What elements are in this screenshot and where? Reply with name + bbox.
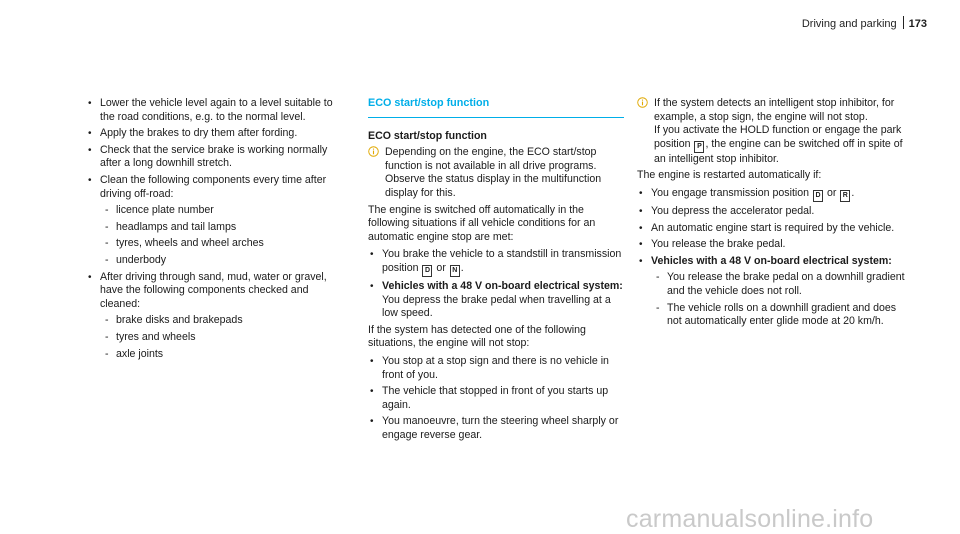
note bbox=[637, 97, 909, 166]
sub-list-item: - underbody bbox=[100, 254, 350, 268]
page-header bbox=[802, 16, 927, 30]
note-text: , the engine can be switched off in spite of an intelligent stop inhibitor. bbox=[654, 137, 903, 165]
list-item-text: After driving through sand, mud, water or gravel, have the following components checked and cleaned: bbox=[100, 270, 327, 310]
info-icon bbox=[368, 146, 379, 157]
info-icon bbox=[637, 97, 648, 108]
list-item bbox=[86, 271, 350, 362]
list-item: • Vehicles with a 48 V on-board electrical system: - You release the brake pedal on a downhill gradient and the vehicle does not roll. - The vehicle rolls on a downhill gradient and does not automatically enter glide mode at 20 km/h. bbox=[637, 255, 909, 329]
clean-components-list bbox=[100, 204, 350, 267]
paragraph: The engine is restarted automatically if: bbox=[637, 169, 822, 182]
subsection-title: ECO start/stop function bbox=[368, 129, 487, 142]
list-item: • Vehicles with a 48 V on-board electrical system: You depress the brake pedal when travelling at a low speed. bbox=[368, 280, 624, 321]
list-item: • You release the brake pedal. bbox=[637, 238, 909, 252]
gear-n-key: N bbox=[450, 265, 460, 277]
paragraph: The engine is switched off automatically in the following situations if all vehicle conditions for an automatic engine stop are met: bbox=[368, 203, 596, 243]
list-item: • You stop at a stop sign and there is no vehicle in front of you. bbox=[368, 355, 624, 382]
left-column bbox=[86, 97, 350, 364]
gear-p-key: P bbox=[694, 141, 704, 153]
middle-column bbox=[368, 97, 624, 445]
sub-list-item: - brake disks and brakepads bbox=[100, 314, 350, 328]
restart-conditions-list bbox=[651, 271, 909, 328]
page-number: 173 bbox=[908, 18, 927, 30]
list-item: • You manoeuvre, turn the steering wheel sharply or engage reverse gear. bbox=[368, 415, 624, 442]
list-item: • You brake the vehicle to a standstill in transmission position D or N . bbox=[368, 248, 624, 277]
paragraph: If the system has detected one of the following situations, the engine will not stop: bbox=[368, 323, 586, 350]
list-item bbox=[86, 174, 350, 268]
check-components-list bbox=[100, 314, 350, 361]
section-title: ECO start/stop function bbox=[368, 97, 624, 118]
list-item: • Apply the brakes to dry them after fording. bbox=[86, 127, 350, 141]
note-text: If the system detects an intelligent stop inhibitor, for example, a stop sign, the engine will not stop. bbox=[654, 97, 895, 123]
gear-r-key: R bbox=[840, 190, 850, 202]
sub-list-item: - headlamps and tail lamps bbox=[100, 221, 350, 235]
note-text: Depending on the engine, the ECO start/stop function is not available in all drive programs. Observe the status display in the multifunction display for this. bbox=[385, 146, 602, 199]
sub-list-item: - tyres, wheels and wheel arches bbox=[100, 237, 350, 251]
list-item-text: Clean the following components every time after driving off-road: bbox=[100, 173, 327, 200]
watermark: carmanualsonline.info bbox=[626, 505, 874, 533]
list-item: • You engage transmission position D or R . bbox=[637, 187, 909, 202]
list-item: • Lower the vehicle level again to a level suitable to the road conditions, e.g. to the normal level. bbox=[86, 97, 350, 124]
note-text: If you activate the HOLD function or engage the park position bbox=[654, 124, 902, 150]
list-item: • An automatic engine start is required by the vehicle. bbox=[637, 222, 909, 236]
note bbox=[368, 146, 624, 200]
gear-d-key: D bbox=[813, 190, 823, 202]
section-name: Driving and parking bbox=[801, 18, 897, 30]
sub-list-item: - The vehicle rolls on a downhill gradient and does not automatically enter glide mode at 20 km/h. bbox=[651, 302, 909, 329]
list-item: • Check that the service brake is working normally after a long downhill stretch. bbox=[86, 144, 350, 171]
header-divider bbox=[903, 16, 904, 29]
gear-d-key: D bbox=[422, 265, 432, 277]
sub-list-item: - You release the brake pedal on a downhill gradient and the vehicle does not roll. bbox=[651, 271, 909, 298]
sub-list-item: - axle joints bbox=[100, 348, 350, 362]
sub-list-item: - tyres and wheels bbox=[100, 331, 350, 345]
list-item: • The vehicle that stopped in front of you starts up again. bbox=[368, 385, 624, 412]
right-column bbox=[637, 97, 909, 332]
sub-list-item: - licence plate number bbox=[100, 204, 350, 218]
list-item: • You depress the accelerator pedal. bbox=[637, 205, 909, 219]
